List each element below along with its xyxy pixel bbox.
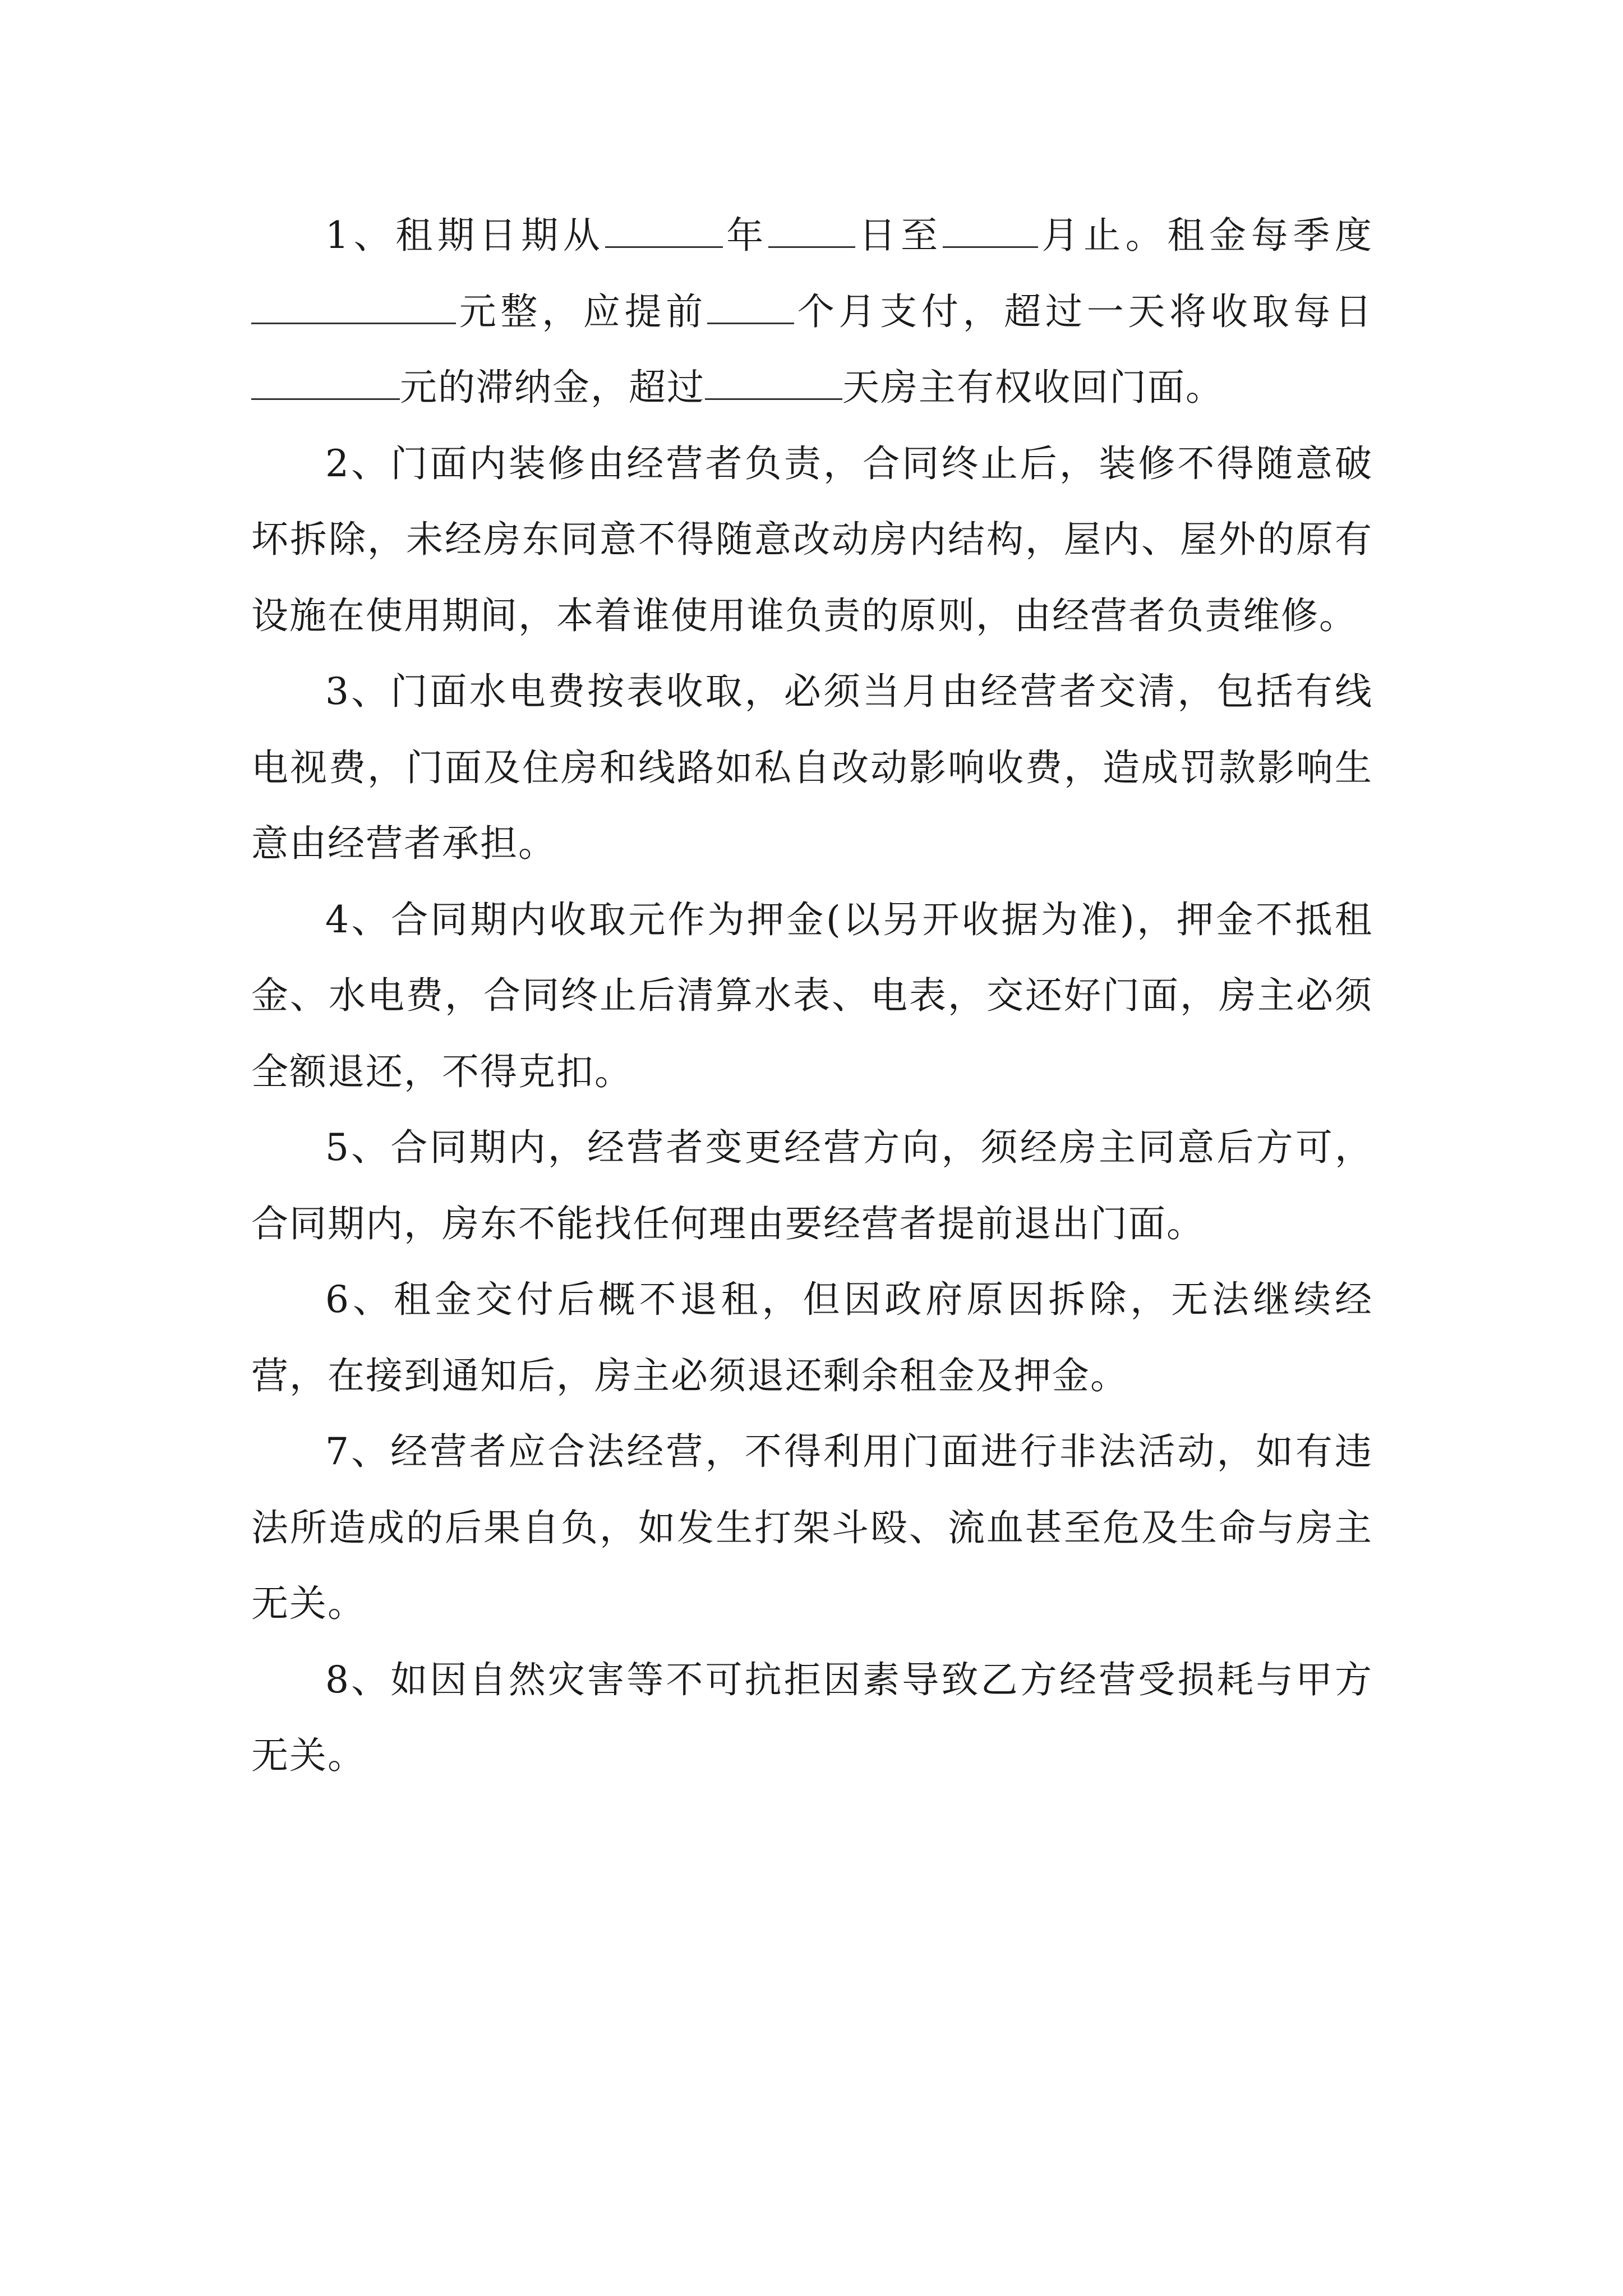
clause-4: 4、合同期内收取元作为押金(以另开收据为准)，押金不抵租金、水电费，合同终止后清算水表、电表，交还好门面，房主必须全额退还，不得克扣。	[251, 898, 1373, 1093]
clause-1-text-b: 年	[722, 214, 768, 257]
clause-2: 2、门面内装修由经营者负责，合同终止后，装修不得随意破坏拆除，未经房东同意不得随意改动房内结构，屋内、屋外的原有设施在使用期间，本着谁使用谁负责的原则，由经营者负责维修。	[251, 441, 1373, 637]
clause-1-text-c: 日至	[855, 214, 943, 257]
clause-1-text-a: 1、租期日期从	[325, 214, 605, 257]
clause-6: 6、租金交付后概不退租，但因政府原因拆除，无法继续经营，在接到通知后，房主必须退还剩余租金及押金。	[251, 1278, 1373, 1397]
clause-5: 5、合同期内，经营者变更经营方向，须经房主同意后方可，合同期内，房东不能找任何理由要经营者提前退出门面。	[251, 1126, 1373, 1245]
overdue-days-blank	[705, 360, 842, 400]
clause-3: 3、门面水电费按表收取，必须当月由经营者交清，包括有线电视费，门面及住房和线路如私自改动影响收费，造成罚款影响生意由经营者承担。	[251, 670, 1373, 865]
advance-months-blank	[707, 283, 794, 324]
start-day-blank	[768, 208, 855, 248]
late-fee-blank	[251, 360, 400, 400]
clause-8: 8、如因自然灾害等不可抗拒因素导致乙方经营受损耗与甲方无关。	[251, 1658, 1373, 1777]
clause-1	[251, 197, 1373, 426]
contract-body	[251, 197, 1373, 1794]
clause-1-text-f: 个月支付，超过一天将收取每日	[794, 289, 1373, 333]
clause-1-text-d: 月止。租金每季度	[1038, 214, 1373, 257]
clause-7: 7、经营者应合法经营，不得利用门面进行非法活动，如有违法所造成的后果自负，如发生打架斗殴、流血甚至危及生命与房主无关。	[251, 1430, 1373, 1625]
clause-1-text-e: 元整，应提前	[456, 289, 707, 333]
clause-1-text-h: 天房主有权收回门面。	[842, 366, 1224, 409]
start-year-blank	[605, 208, 723, 248]
end-month-blank	[943, 208, 1038, 248]
clause-1-text-g: 元的滞纳金，超过	[400, 366, 705, 409]
rent-amount-blank	[251, 283, 456, 324]
